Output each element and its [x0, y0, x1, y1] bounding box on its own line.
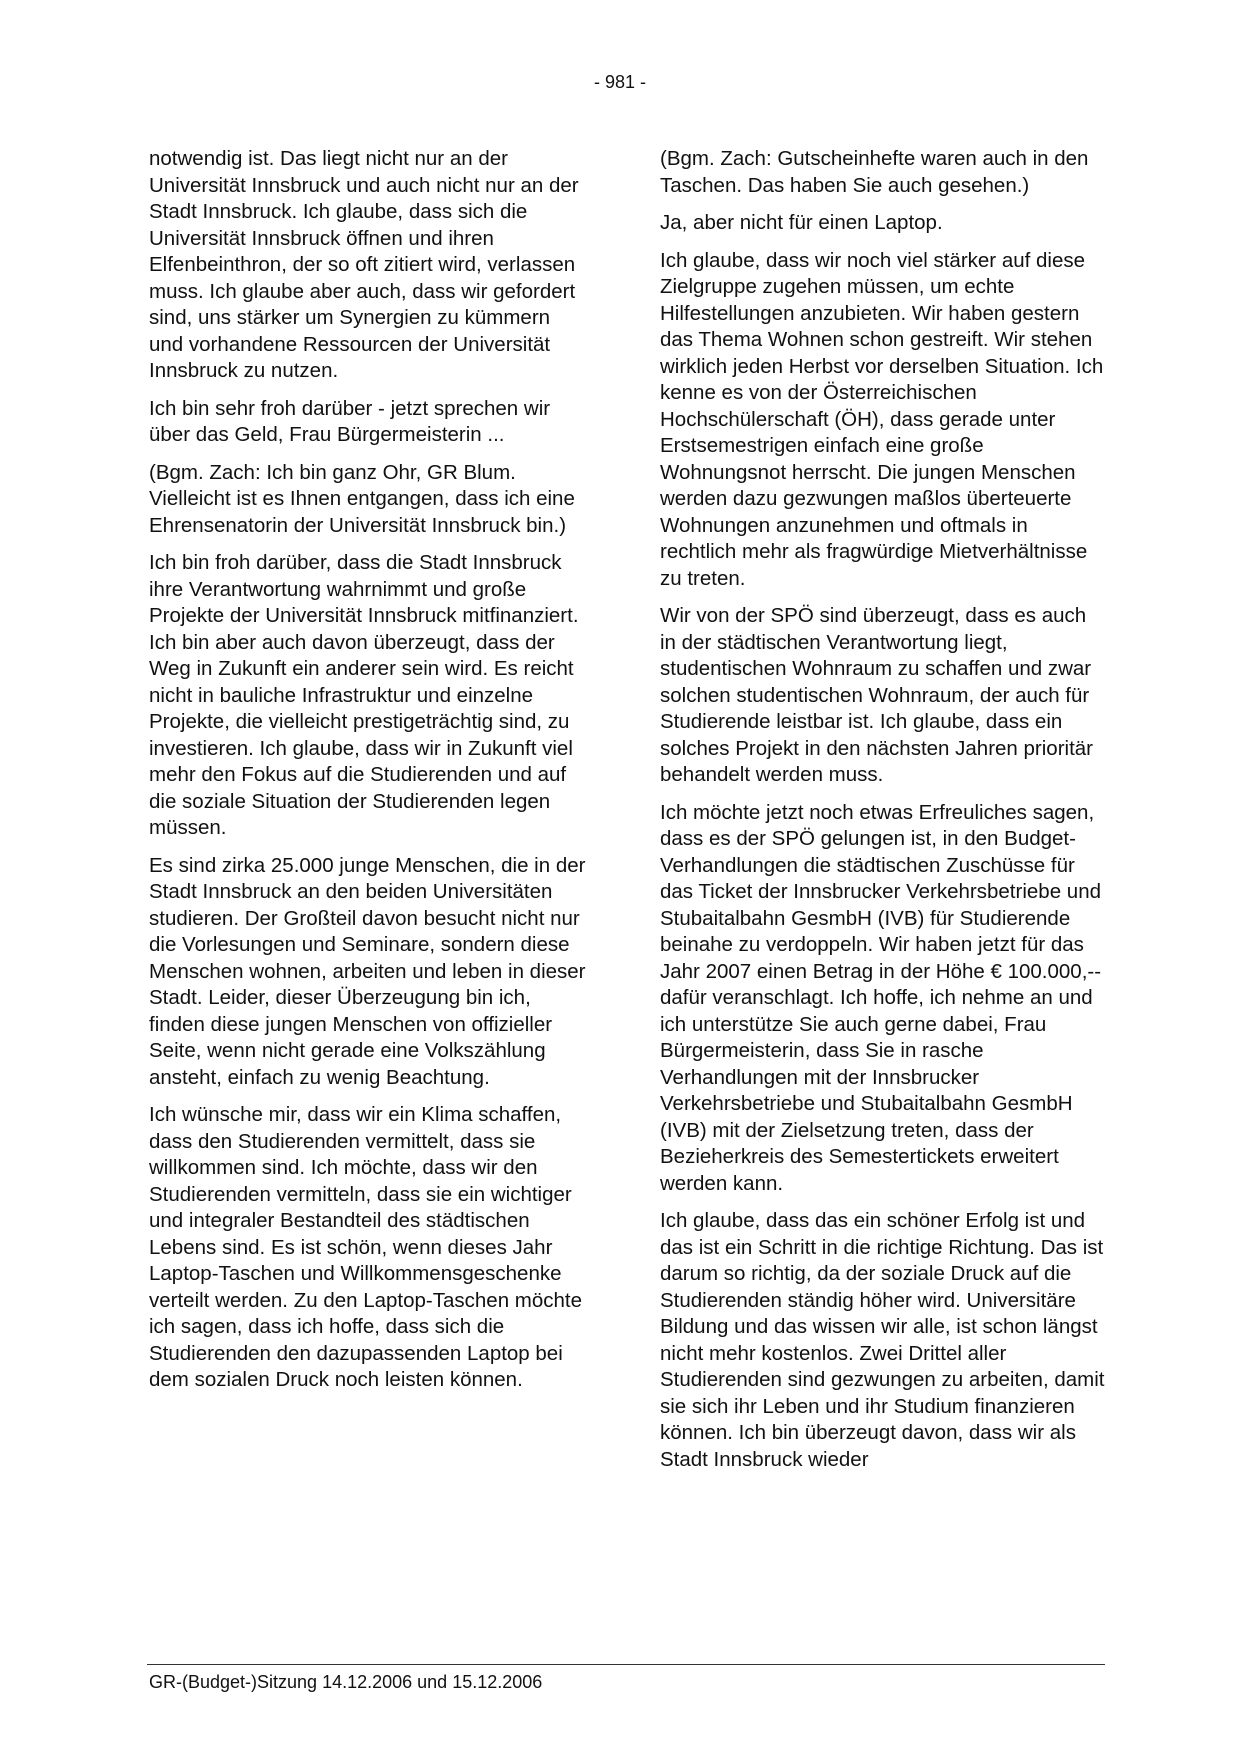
left-column — [149, 146, 589, 1405]
page-number: - 981 - — [593, 72, 647, 92]
paragraph: (Bgm. Zach: Gutscheinhefte waren auch in den Taschen. Das haben Sie auch gesehen.) — [660, 147, 1089, 197]
footer-text: GR-(Budget-)Sitzung 14.12.2006 und 15.12.2006 — [149, 1672, 543, 1692]
paragraph: Ich bin froh darüber, dass die Stadt Innsbruck ihre Verantwortung wahrnimmt und große Projekte der Universität Innsbruck mitfinanziert. Ich bin aber auch davon überzeugt, dass der Weg in Zukunft ein anderer sein wird. Es reicht nicht in bauliche Infrastruktur und einzelne Projekte, die vielleicht prestigeträchtig sind, zu investieren. Ich glaube, dass wir in Zukunft viel mehr den Fokus auf die Studierenden und auf die soziale Situation der Studierenden legen müssen. — [149, 551, 579, 839]
footer-divider — [147, 1664, 1105, 1665]
paragraph: Ich wünsche mir, dass wir ein Klima schaffen, dass den Studierenden vermittelt, dass sie willkommen sind. Ich möchte, dass wir den Studierenden vermitteln, dass sie ein wichtiger und integraler Bestandteil des städtischen Lebens sind. Es ist schön, wenn dieses Jahr Laptop-Taschen und Willkommensgeschenke verteilt werden. Zu den Laptop-Taschen möchte ich sagen, dass ich hoffe, dass sich die Studierenden den dazupassenden Laptop bei dem sozialen Druck noch leisten können. — [149, 1103, 583, 1391]
right-column — [660, 146, 1106, 1484]
paragraph: Ich glaube, dass das ein schöner Erfolg ist und das ist ein Schritt in die richtige Richtung. Das ist darum so richtig, da der soziale Druck auf die Studierenden ständig höher wird. Universitäre Bildung und das wissen wir alle, ist schon längst nicht mehr kostenlos. Zwei Drittel aller Studierenden sind gezwungen zu arbeiten, damit sie sich ihr Leben und ihr Studium finanzieren können. Ich bin überzeugt davon, dass wir als Stadt Innsbruck wieder — [660, 1209, 1105, 1471]
paragraph: (Bgm. Zach: Ich bin ganz Ohr, GR Blum. Vielleicht ist es Ihnen entgangen, dass ich eine Ehrensenatorin der Universität Innsbruck bin.) — [149, 460, 575, 537]
paragraph: notwendig ist. Das liegt nicht nur an der Universität Innsbruck und auch nicht nur an der Stadt Innsbruck. Ich glaube, dass sich die Universität Innsbruck öffnen und ihren Elfenbeinthron, der so oft zitiert wird, verlassen muss. Ich glaube aber auch, dass wir gefordert sind, uns stärker um Synergien zu kümmern und vorhandene Ressourcen der Universität Innsbruck zu nutzen. — [149, 147, 579, 382]
paragraph: Es sind zirka 25.000 junge Menschen, die in der Stadt Innsbruck an den beiden Universitäten studieren. Der Großteil davon besucht nicht nur die Vorlesungen und Seminare, sondern diese Menschen wohnen, arbeiten und leben in dieser Stadt. Leider, dieser Überzeugung bin ich, finden diese jungen Menschen von offizieller Seite, wenn nicht gerade eine Volkszählung ansteht, einfach zu wenig Beachtung. — [149, 853, 586, 1089]
paragraph: Ich möchte jetzt noch etwas Erfreuliches sagen, dass es der SPÖ gelungen ist, in den Budget-Verhandlungen die städtischen Zuschüsse für das Ticket der Innsbrucker Verkehrsbetriebe und Stubaitalbahn GesmbH (IVB) für Studierende beinahe zu verdoppeln. Wir haben jetzt für das Jahr 2007 einen Betrag in der Höhe € 100.000,-- dafür veranschlagt. Ich hoffe, ich nehme an und ich unterstütze Sie auch gerne dabei, Frau Bürgermeisterin, dass Sie in rasche Verhandlungen mit der Innsbrucker Verkehrsbetriebe und Stubaitalbahn GesmbH (IVB) mit der Zielsetzung treten, dass der Bezieherkreis des Semestertickets erweitert werden kann. — [660, 800, 1102, 1195]
paragraph: Ich glaube, dass wir noch viel stärker auf diese Zielgruppe zugehen müssen, um echte Hilfestellungen anzubieten. Wir haben gestern das Thema Wohnen schon gestreift. Wir stehen wirklich jeden Herbst vor derselben Situation. Ich kenne es von der Österreichischen Hochschülerschaft (ÖH), dass gerade unter Erstsemestrigen einfach eine große Wohnungsnot herrscht. Die jungen Menschen werden dazu gezwungen maßlos überteuerte Wohnungen anzunehmen und oftmals in rechtlich mehr als fragwürdige Mietverhältnisse zu treten. — [660, 248, 1104, 590]
paragraph: Wir von der SPÖ sind überzeugt, dass es auch in der städtischen Verantwortung liegt, studentischen Wohnraum zu schaffen und zwar solchen studentischen Wohnraum, der auch für Studierende leistbar ist. Ich glaube, dass ein solches Projekt in den nächsten Jahren prioritär behandelt werden muss. — [660, 604, 1094, 786]
paragraph: Ja, aber nicht für einen Laptop. — [660, 211, 943, 234]
paragraph: Ich bin sehr froh darüber - jetzt sprechen wir über das Geld, Frau Bürgermeisterin ... — [149, 396, 551, 446]
